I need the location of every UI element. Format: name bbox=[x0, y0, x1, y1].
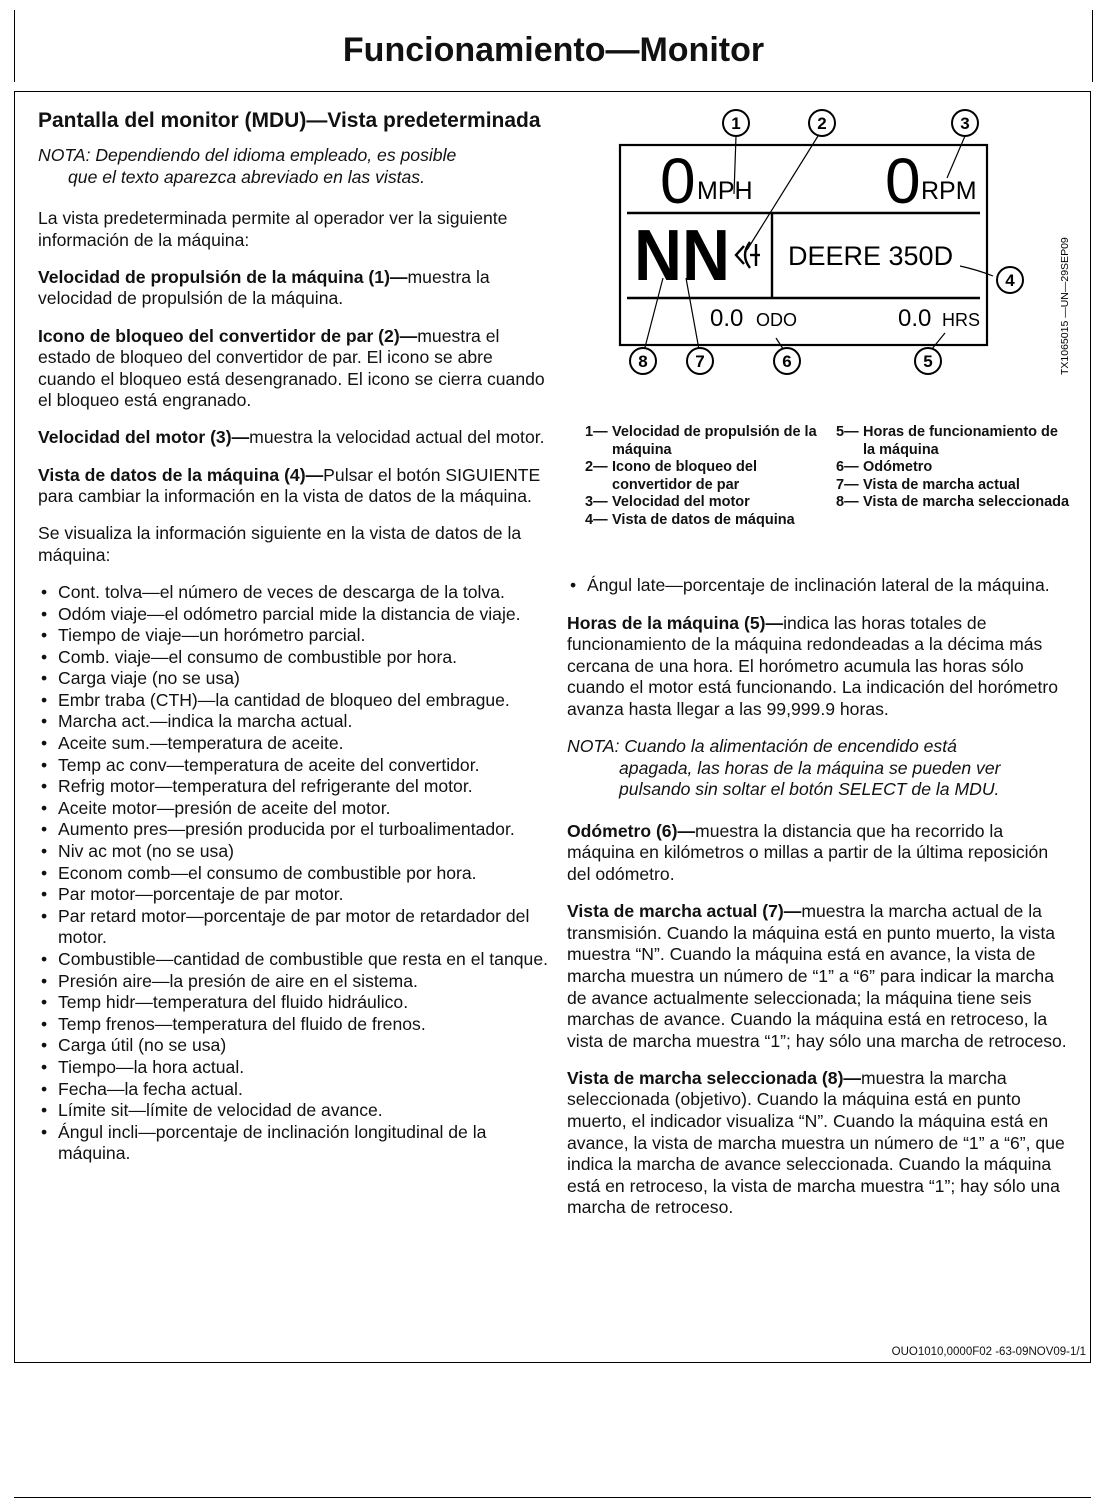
list-item: • Niv ac mot (no se usa) bbox=[38, 841, 548, 863]
callout-7 bbox=[687, 348, 713, 374]
callout-6 bbox=[774, 348, 800, 374]
list-item: • Aceite motor—presión de aceite del motor. bbox=[38, 798, 548, 820]
note-2-cont: apagada, las horas de la máquina se pueden ver pulsando sin soltar el botón SELECT de la MDU. bbox=[619, 757, 1001, 800]
list-item: • Odóm viaje—el odómetro parcial mide la distancia de viaje. bbox=[38, 604, 548, 626]
list-item: • Fecha—la fecha actual. bbox=[38, 1079, 548, 1101]
callout-number: 3 bbox=[960, 114, 970, 133]
list-item: • Refrig motor—temperatura del refrigerante del motor. bbox=[38, 776, 548, 798]
list-item: • Carga útil (no se usa) bbox=[38, 1035, 548, 1057]
gear-display: NN bbox=[634, 216, 730, 296]
legend-text: Icono de bloqueo del convertidor de par bbox=[612, 459, 757, 493]
legend-number: 5— bbox=[836, 424, 859, 440]
legend-entry bbox=[585, 424, 822, 459]
machine-data-view: DEERE 350D bbox=[788, 241, 954, 271]
item-body: muestra la velocidad actual del motor. bbox=[249, 427, 545, 448]
callout-number: 1 bbox=[731, 114, 741, 133]
legend-right bbox=[836, 424, 1071, 512]
callout-number: 4 bbox=[1005, 271, 1015, 290]
list-item: • Comb. viaje—el consumo de combustible por hora. bbox=[38, 647, 548, 669]
legend-text: Odómetro bbox=[863, 459, 933, 476]
legend-text: Vista de marcha seleccionada bbox=[863, 494, 1070, 511]
item-heading: Vista de marcha actual (7)— bbox=[567, 901, 802, 922]
item-paragraph bbox=[567, 613, 1075, 721]
item-heading: Horas de la máquina (5)— bbox=[567, 612, 784, 633]
legend-entry bbox=[585, 512, 822, 530]
list-item: • Carga viaje (no se usa) bbox=[38, 668, 548, 690]
callout-1 bbox=[723, 110, 749, 136]
legend-number: 1— bbox=[585, 424, 608, 440]
right-data-view-list bbox=[567, 575, 1075, 597]
item-body: indica las horas totales de funcionamiento de la máquina redondeadas a la décima más cercana de una hora. El horómetro acumula las horas sólo cuando el motor está funcionando. La indicación del horómetro avanza hasta llegar a las 99,999.9 horas. bbox=[567, 612, 1058, 719]
speed-unit: MPH bbox=[697, 177, 753, 205]
mdu-display-diagram bbox=[590, 100, 1070, 390]
item-body: muestra la marcha actual de la transmisión. Cuando la máquina está en punto muerto, la vista muestra “N”. Cuando la máquina está en avance, la vista de marcha muestra un número de “1” a “6” para indicar la marcha de avance actualmente seleccionada; la máquina tiene seis marchas de avance. Cuando la máquina está en retroceso, la vista de marcha muestra “1”; hay sólo una marcha de retroceso. bbox=[567, 901, 1067, 1051]
list-item: • Tiempo—la hora actual. bbox=[38, 1057, 548, 1079]
item-list bbox=[38, 267, 548, 508]
legend-number: 2— bbox=[585, 459, 608, 476]
legend-entry bbox=[836, 494, 1071, 512]
list-item: • Tiempo de viaje—un horómetro parcial. bbox=[38, 625, 548, 647]
odo-unit: ODO bbox=[756, 310, 798, 330]
callout-number: 6 bbox=[782, 352, 792, 371]
item-body: Pulsar el botón SIGUIENTE para cambiar la información en la vista de datos de la máquina. bbox=[38, 464, 541, 507]
bottom-rule bbox=[14, 1497, 1091, 1498]
list-item: • Ángul late—porcentaje de inclinación lateral de la máquina. bbox=[567, 575, 1075, 597]
hrs-value: 0.0 bbox=[898, 305, 932, 332]
mdu-display-svg bbox=[590, 100, 1070, 390]
callout-2 bbox=[809, 110, 835, 136]
legend-text: Vista de marcha actual bbox=[863, 476, 1020, 493]
list-item: • Econom comb—el consumo de combustible por hora. bbox=[38, 863, 548, 885]
item-heading: Vista de datos de la máquina (4)— bbox=[38, 464, 324, 485]
note-1 bbox=[38, 145, 548, 188]
item-paragraph bbox=[38, 427, 548, 449]
page-header bbox=[14, 10, 1093, 82]
document-reference: OUO1010,0000F02 -63-09NOV09-1/1 bbox=[891, 1346, 1086, 1358]
list-item: • Temp ac conv—temperatura de aceite del convertidor. bbox=[38, 755, 548, 777]
note-2-lead: NOTA: Cuando la alimentación de encendido está bbox=[567, 736, 957, 757]
list-item: • Aceite sum.—temperatura de aceite. bbox=[38, 733, 548, 755]
item-body: muestra el estado de bloqueo del convertidor de par. El icono se abre cuando el bloqueo está desengranado. El icono se cierra cuando el bloqueo está engranado. bbox=[38, 325, 545, 411]
rpm-value: 0 bbox=[885, 145, 921, 217]
list-item: • Temp frenos—temperatura del fluido de frenos. bbox=[38, 1014, 548, 1036]
callout-number: 2 bbox=[817, 114, 827, 133]
list-intro: Se visualiza la información siguiente en la vista de datos de la máquina: bbox=[38, 523, 522, 565]
list-item: • Ángul incli—porcentaje de inclinación longitudinal de la máquina. bbox=[38, 1122, 548, 1165]
callout-8 bbox=[630, 348, 656, 374]
legend-entry bbox=[836, 477, 1071, 495]
figure-id: TX1065015 —UN—29SEP09 bbox=[1059, 237, 1070, 375]
callout-number: 7 bbox=[695, 352, 705, 371]
intro-paragraph: La vista predeterminada permite al operador ver la siguiente información de la máquina: bbox=[38, 208, 508, 250]
legend-text: Horas de funcionamiento de la máquina bbox=[863, 424, 1058, 458]
item-paragraph bbox=[38, 465, 548, 508]
item-paragraph bbox=[38, 267, 548, 310]
list-item: • Límite sit—límite de velocidad de avance. bbox=[38, 1100, 548, 1122]
section-title: Pantalla del monitor (MDU)—Vista predeterminada bbox=[38, 109, 541, 132]
item-body: muestra la distancia que ha recorrido la máquina en kilómetros o millas a partir de la última reposición del odómetro. bbox=[567, 820, 1049, 885]
legend-text: Velocidad de propulsión de la máquina bbox=[612, 424, 817, 458]
list-item: • Par motor—porcentaje de par motor. bbox=[38, 884, 548, 906]
item-heading: Vista de marcha seleccionada (8)— bbox=[567, 1067, 862, 1088]
item-body: muestra la velocidad de propulsión de la máquina. bbox=[38, 266, 490, 309]
legend-text: Vista de datos de máquina bbox=[612, 511, 795, 528]
list-item: • Presión aire—la presión de aire en el sistema. bbox=[38, 971, 548, 993]
item-heading: Odómetro (6)— bbox=[567, 820, 696, 841]
rpm-unit: RPM bbox=[921, 177, 977, 205]
item-paragraph bbox=[567, 1068, 1075, 1219]
callout-number: 5 bbox=[923, 352, 933, 371]
item-body: muestra la marcha seleccionada (objetivo). Cuando la máquina está en punto muerto, el indicador visualiza “N”. Cuando la máquina está en avance, la vista de marcha muestra un número de “1” a “6”, que indica la marcha de avance seleccionada. Cuando la máquina está en retroceso, la vista de marcha muestra “1”; hay sólo una marcha de retroceso. bbox=[567, 1067, 1065, 1218]
list-item: • Temp hidr—temperatura del fluido hidráulico. bbox=[38, 992, 548, 1014]
item-paragraph bbox=[38, 326, 548, 412]
list-item: • Par retard motor—porcentaje de par motor de retardador del motor. bbox=[38, 906, 548, 949]
callout-3 bbox=[952, 110, 978, 136]
left-column bbox=[38, 108, 548, 1181]
legend-number: 8— bbox=[836, 494, 859, 511]
legend-entry bbox=[836, 424, 1071, 459]
item-heading: Velocidad del motor (3)— bbox=[38, 427, 250, 448]
data-view-list bbox=[38, 582, 548, 1165]
legend-entry bbox=[585, 494, 822, 512]
right-column bbox=[567, 575, 1075, 1234]
list-item: • Marcha act.—indica la marcha actual. bbox=[38, 711, 548, 733]
legend-entry bbox=[836, 459, 1071, 477]
list-item: • Combustible—cantidad de combustible que resta en el tanque. bbox=[38, 949, 548, 971]
legend-number: 4— bbox=[585, 511, 608, 528]
item-heading: Icono de bloqueo del convertidor de par (2)— bbox=[38, 325, 418, 346]
legend-number: 6— bbox=[836, 459, 859, 476]
right-item-list-2 bbox=[567, 821, 1075, 1219]
note-1-cont: que el texto aparezca abreviado en las vistas. bbox=[68, 166, 425, 187]
legend-number: 7— bbox=[836, 476, 859, 493]
list-item: • Embr traba (CTH)—la cantidad de bloqueo del embrague. bbox=[38, 690, 548, 712]
item-heading: Velocidad de propulsión de la máquina (1)— bbox=[38, 266, 408, 287]
item-paragraph bbox=[567, 821, 1075, 886]
legend-number: 3— bbox=[585, 494, 608, 511]
right-item-list bbox=[567, 613, 1075, 721]
item-paragraph bbox=[567, 901, 1075, 1052]
legend-entry bbox=[585, 459, 822, 494]
note-1-lead: NOTA: Dependiendo del idioma empleado, es posible bbox=[38, 145, 457, 165]
page-title: Funcionamiento—Monitor bbox=[342, 31, 765, 69]
callout-5 bbox=[915, 348, 941, 374]
callout-number: 8 bbox=[638, 352, 648, 371]
list-item: • Aumento pres—presión producida por el turboalimentador. bbox=[38, 819, 548, 841]
callout-4 bbox=[997, 267, 1023, 293]
legend-text: Velocidad del motor bbox=[612, 494, 750, 511]
note-2 bbox=[567, 736, 1075, 801]
speed-value: 0 bbox=[660, 145, 696, 217]
list-item: • Cont. tolva—el número de veces de descarga de la tolva. bbox=[38, 582, 548, 604]
legend-left bbox=[585, 424, 822, 530]
hrs-unit: HRS bbox=[942, 310, 981, 330]
odo-value: 0.0 bbox=[710, 305, 744, 332]
